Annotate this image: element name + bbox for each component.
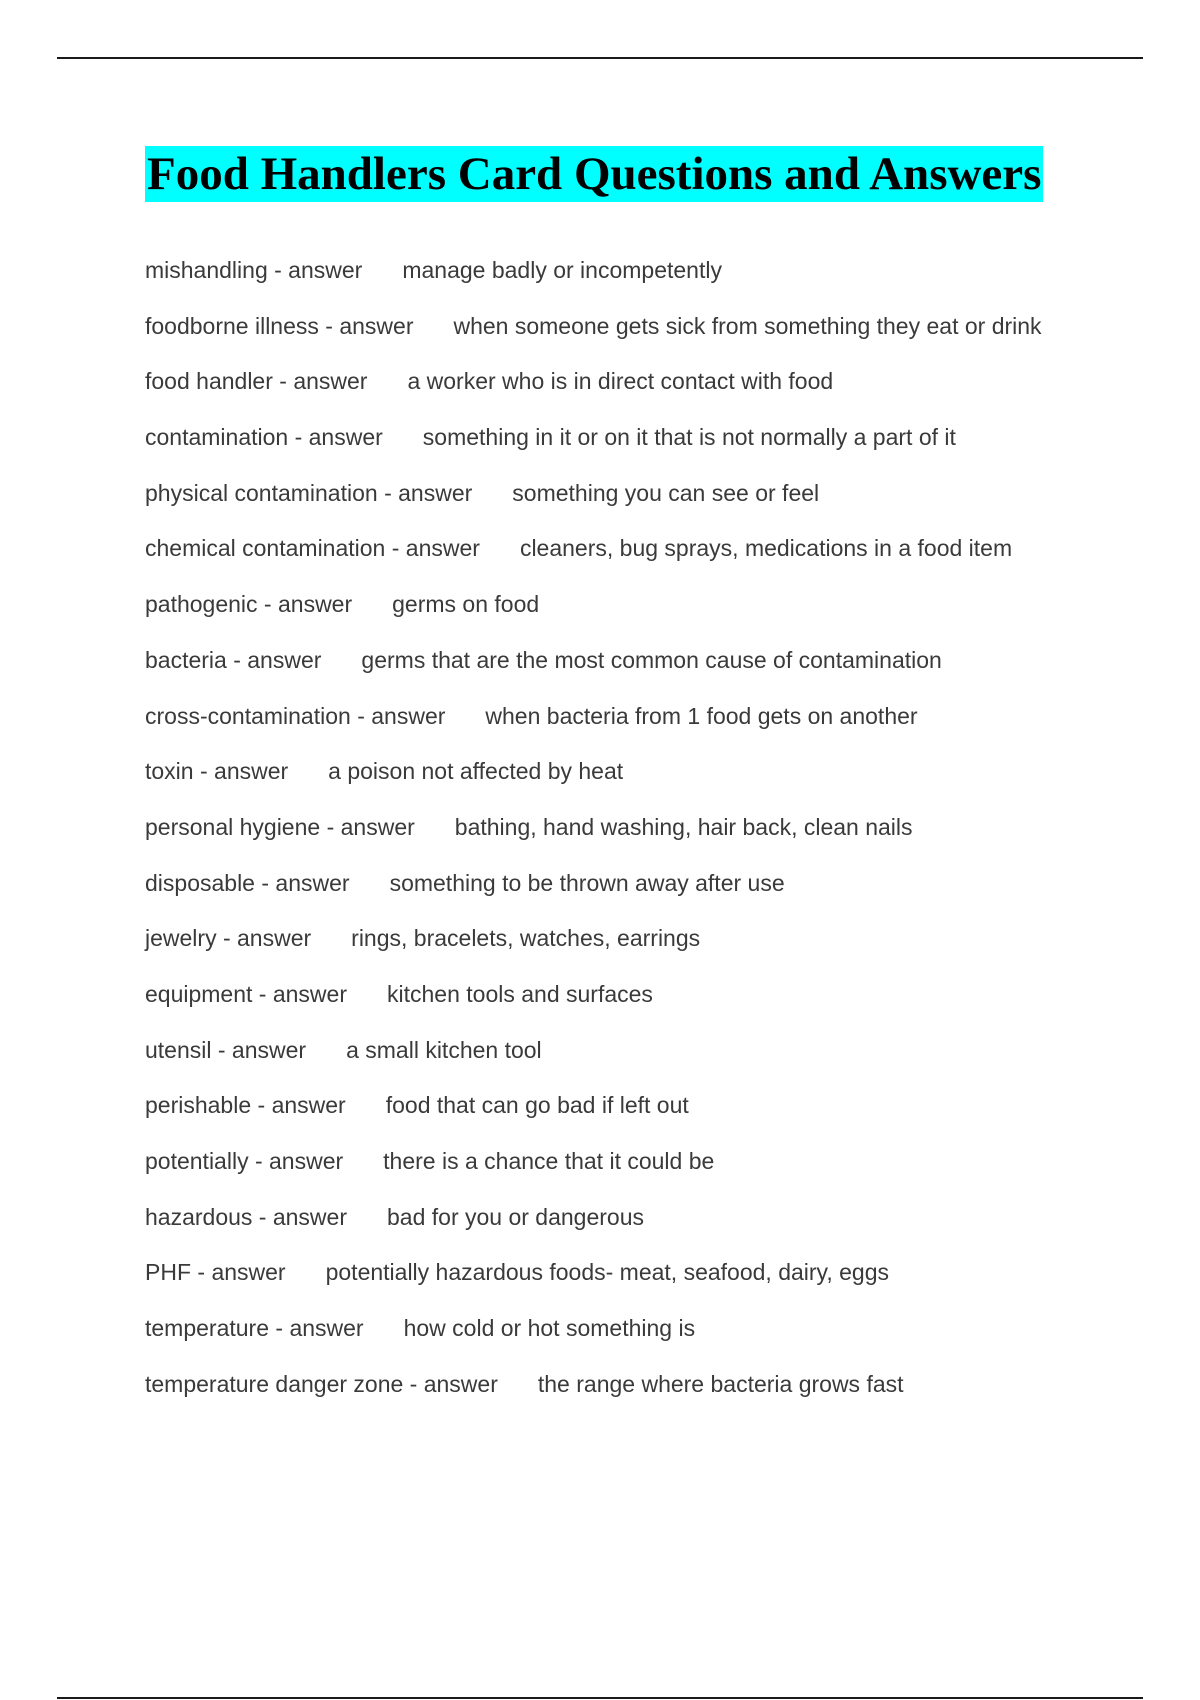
qa-term: potentially - answer xyxy=(145,1148,344,1174)
qa-entry xyxy=(145,1084,1145,1140)
qa-definition: manage badly or incompetently xyxy=(402,257,722,283)
qa-definition: potentially hazardous foods- meat, seafood, dairy, eggs xyxy=(325,1259,890,1286)
qa-term: toxin - answer xyxy=(145,758,289,785)
qa-definition: a small kitchen tool xyxy=(346,1036,542,1063)
qa-definition: germs on food xyxy=(392,591,540,618)
qa-definition: a poison not affected by heat xyxy=(328,758,624,785)
qa-term: cross-contamination - answer xyxy=(145,702,446,729)
qa-term: bacteria - answer xyxy=(145,646,322,673)
qa-entry xyxy=(145,1251,1145,1307)
qa-entry xyxy=(145,1196,1145,1252)
qa-entry xyxy=(145,862,1145,918)
qa-entry xyxy=(145,973,1145,1029)
qa-entry xyxy=(145,695,1145,751)
qa-definition: something in it or on it that is not normally a part of it xyxy=(422,424,956,451)
qa-entry xyxy=(145,527,1145,583)
qa-definition: something to be thrown away after use xyxy=(389,869,785,896)
qa-entry xyxy=(145,1363,1145,1419)
qa-term: perishable - answer xyxy=(145,1092,346,1119)
qa-entry xyxy=(145,639,1145,695)
footer-rule xyxy=(57,1697,1143,1699)
qa-definition: bathing, hand washing, hair back, clean nails xyxy=(454,813,913,840)
qa-term: contamination - answer xyxy=(145,424,383,451)
qa-entry xyxy=(145,1029,1145,1085)
qa-term: physical contamination - answer xyxy=(145,479,473,506)
qa-definition: germs that are the most common cause of contamination xyxy=(361,646,942,673)
qa-entry xyxy=(145,583,1145,639)
qa-term: food handler - answer xyxy=(145,368,368,395)
qa-term: pathogenic - answer xyxy=(145,591,353,618)
qa-entry xyxy=(145,917,1145,973)
qa-entry xyxy=(145,750,1145,806)
qa-definition: when bacteria from 1 food gets on another xyxy=(485,702,918,729)
qa-term: personal hygiene - answer xyxy=(145,813,415,840)
qa-term: mishandling - answer xyxy=(145,257,363,283)
qa-term: PHF - answer xyxy=(145,1259,286,1286)
qa-list xyxy=(145,249,1145,1418)
document-title: Food Handlers Card Questions and Answers xyxy=(147,148,1042,200)
qa-definition: something you can see or feel xyxy=(512,479,820,506)
qa-definition: the range where bacteria grows fast xyxy=(537,1370,904,1397)
header-rule xyxy=(57,57,1143,59)
qa-entry xyxy=(145,305,1145,361)
qa-entry xyxy=(145,249,1145,305)
qa-term: jewelry - answer xyxy=(145,925,312,952)
qa-entry xyxy=(145,1307,1145,1363)
qa-definition: a worker who is in direct contact with food xyxy=(407,368,834,395)
qa-definition: cleaners, bug sprays, medications in a food item xyxy=(519,535,1013,562)
qa-term: utensil - answer xyxy=(145,1036,307,1063)
qa-definition: when someone gets sick from something they eat or drink xyxy=(453,312,1042,339)
qa-term: foodborne illness - answer xyxy=(145,312,414,339)
qa-definition: how cold or hot something is xyxy=(403,1315,696,1342)
qa-term: hazardous - answer xyxy=(145,1203,347,1230)
qa-definition: rings, bracelets, watches, earrings xyxy=(351,925,701,952)
qa-term: temperature danger zone - answer xyxy=(145,1370,498,1397)
qa-term: disposable - answer xyxy=(145,869,350,896)
qa-definition: bad for you or dangerous xyxy=(387,1203,645,1230)
qa-definition: food that can go bad if left out xyxy=(385,1092,689,1119)
qa-entry xyxy=(145,360,1145,416)
qa-definition: there is a chance that it could be xyxy=(383,1148,715,1174)
qa-term: temperature - answer xyxy=(145,1315,364,1342)
qa-definition: kitchen tools and surfaces xyxy=(387,980,653,1007)
qa-term: equipment - answer xyxy=(145,980,347,1007)
qa-entry xyxy=(145,472,1145,528)
qa-entry xyxy=(145,1140,1145,1196)
qa-entry xyxy=(145,806,1145,862)
qa-entry xyxy=(145,416,1145,472)
qa-term: chemical contamination - answer xyxy=(145,535,480,562)
